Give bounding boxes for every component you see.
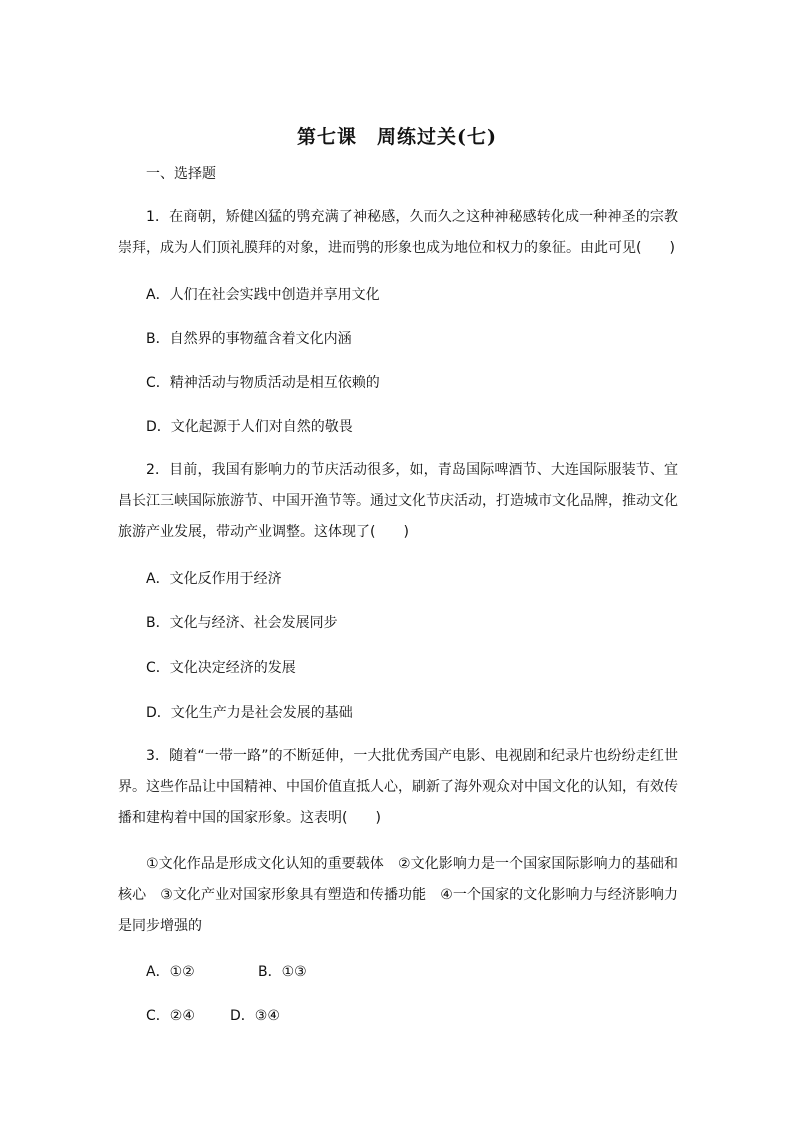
question-1-option-a: A．人们在社会实践中创造并享用文化 <box>146 287 380 303</box>
question-1-option-c: C．精神活动与物质活动是相互依赖的 <box>146 375 380 391</box>
question-1-option-b: B．自然界的事物蕴含着文化内涵 <box>146 331 352 347</box>
question-2-option-d: D．文化生产力是社会发展的基础 <box>146 705 353 721</box>
question-3-stem: 3．随着“一带一路”的不断延伸，一大批优秀国产电影、电视剧和纪录片也纷纷走红世界。这些作品让中国精神、中国价值直抵人心，刷新了海外观众对中国文化的认知，有效传播和建构着中国的国家形象。这表明( ) <box>118 748 678 826</box>
question-1-stem: 1．在商朝，矫健凶猛的鸮充满了神秘感，久而久之这种神秘感转化成一种神圣的宗教崇拜，成为人们顶礼膜拜的对象，进而鸮的形象也成为地位和权力的象征。由此可见( ) <box>118 209 678 256</box>
question-2-option-c: C．文化决定经济的发展 <box>146 660 296 676</box>
question-3-option-d: D．③④ <box>230 1008 280 1024</box>
section-heading: 一、选择题 <box>146 166 216 182</box>
page-title: 第七课 周练过关(七) <box>297 126 497 148</box>
question-2-option-a: A．文化反作用于经济 <box>146 571 282 587</box>
question-3-option-a: A．①② <box>146 964 195 980</box>
question-1-option-d: D．文化起源于人们对自然的敬畏 <box>146 419 353 435</box>
question-2-option-b: B．文化与经济、社会发展同步 <box>146 615 338 631</box>
question-2-stem: 2．目前，我国有影响力的节庆活动很多，如，青岛国际啤酒节、大连国际服装节、宜昌长江三峡国际旅游节、中国开渔节等。通过文化节庆活动，打造城市文化品牌，推动文化旅游产业发展，带动产业调整。这体现了( ) <box>118 462 678 540</box>
question-3-option-b: B．①③ <box>258 964 307 980</box>
question-3-statements: ①文化作品是形成文化认知的重要载体 ②文化影响力是一个国家国际影响力的基础和核心 ③文化产业对国家形象具有塑造和传播功能 ④一个国家的文化影响力与经济影响力是同步增强的 <box>118 856 678 934</box>
question-3-option-c: C．②④ <box>146 1008 195 1024</box>
